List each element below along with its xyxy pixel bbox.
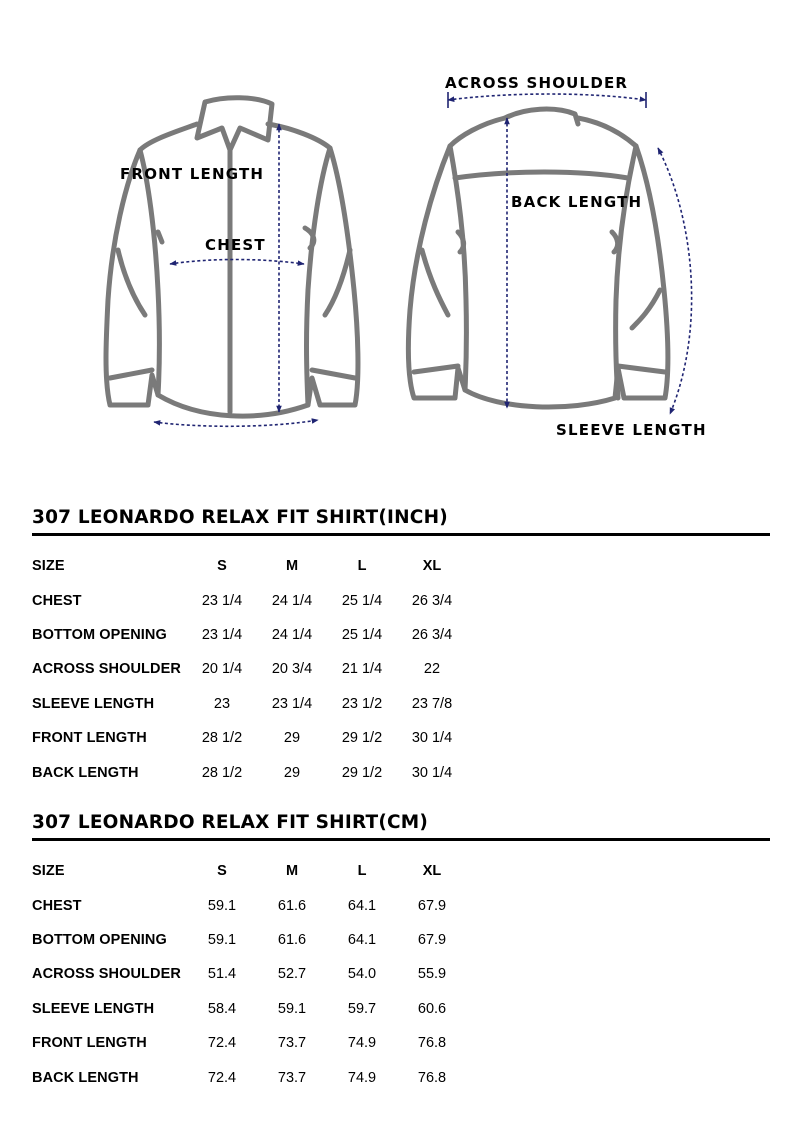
chest-arrow — [170, 260, 304, 265]
header-s: S — [217, 558, 227, 575]
row-label: CHEST — [32, 897, 82, 914]
row-label: FRONT LENGTH — [32, 1035, 147, 1052]
cell: 24 1/4 — [271, 592, 313, 609]
cell: 51.4 — [207, 966, 237, 983]
table-row — [32, 992, 467, 1026]
row-label: BACK LENGTH — [32, 764, 139, 781]
chest-label: CHEST — [205, 236, 266, 254]
inch-size-section — [32, 505, 770, 790]
table-row — [32, 888, 467, 922]
cell: 74.9 — [347, 1069, 377, 1086]
header-size: SIZE — [32, 558, 65, 575]
table-row — [32, 755, 467, 789]
cell: 26 3/4 — [411, 592, 453, 609]
row-label: CHEST — [32, 592, 82, 609]
table-row — [32, 652, 467, 686]
cell: 22 — [423, 661, 441, 678]
cm-table-title: 307 LEONARDO RELAX FIT SHIRT(CM) — [32, 812, 429, 833]
cell: 61.6 — [277, 931, 307, 948]
front-length-label: FRONT LENGTH — [120, 165, 265, 183]
cell: 23 1/4 — [201, 592, 243, 609]
cell: 74.9 — [347, 1035, 377, 1052]
row-label: BACK LENGTH — [32, 1069, 139, 1086]
cell: 28 1/2 — [201, 730, 243, 747]
cell: 52.7 — [277, 966, 307, 983]
cell: 25 1/4 — [341, 626, 383, 643]
cell: 30 1/4 — [411, 730, 453, 747]
cell: 67.9 — [417, 897, 447, 914]
cell: 72.4 — [207, 1069, 237, 1086]
section-divider — [32, 533, 770, 536]
header-m: M — [285, 558, 299, 575]
inch-size-table — [32, 549, 467, 790]
measurement-diagram — [0, 0, 800, 470]
table-row — [32, 721, 467, 755]
cell: 64.1 — [347, 897, 377, 914]
inch-table-title: 307 LEONARDO RELAX FIT SHIRT(INCH) — [32, 507, 448, 528]
cell: 30 1/4 — [411, 764, 453, 781]
table-row — [32, 618, 467, 652]
cell: 23 1/4 — [201, 626, 243, 643]
sleeve-length-label: SLEEVE LENGTH — [556, 421, 707, 439]
cell: 54.0 — [347, 966, 377, 983]
table-header-row — [32, 854, 467, 888]
cell: 73.7 — [277, 1035, 307, 1052]
across-shoulder-arrow — [448, 94, 646, 100]
cell: 20 3/4 — [271, 661, 313, 678]
header-size: SIZE — [32, 863, 65, 880]
cell: 59.1 — [277, 1000, 307, 1017]
row-label: SLEEVE LENGTH — [32, 695, 155, 712]
table-row — [32, 1026, 467, 1060]
row-label: BOTTOM OPENING — [32, 931, 167, 948]
cell: 59.7 — [347, 1000, 377, 1017]
cell: 23 1/4 — [271, 695, 313, 712]
header-xl: XL — [422, 558, 442, 575]
back-length-label: BACK LENGTH — [511, 193, 643, 211]
back-shirt-illustration — [408, 109, 668, 407]
row-label: ACROSS SHOULDER — [32, 966, 181, 983]
cell: 59.1 — [207, 931, 237, 948]
row-label: SLEEVE LENGTH — [32, 1000, 155, 1017]
cell: 61.6 — [277, 897, 307, 914]
cell: 23 — [213, 695, 231, 712]
table-row — [32, 957, 467, 991]
table-row — [32, 923, 467, 957]
cm-size-table — [32, 854, 467, 1095]
cell: 24 1/4 — [271, 626, 313, 643]
cell: 67.9 — [417, 931, 447, 948]
cell: 73.7 — [277, 1069, 307, 1086]
table-row — [32, 687, 467, 721]
cell: 64.1 — [347, 931, 377, 948]
bottom-opening-arrow — [154, 420, 318, 426]
cell: 29 — [283, 764, 301, 781]
cm-size-section — [32, 810, 770, 1095]
cell: 23 7/8 — [411, 695, 453, 712]
cell: 20 1/4 — [201, 661, 243, 678]
section-divider — [32, 838, 770, 841]
cell: 59.1 — [207, 897, 237, 914]
cell: 55.9 — [417, 966, 447, 983]
header-l: L — [357, 558, 367, 575]
header-l: L — [357, 863, 367, 880]
header-xl: XL — [422, 863, 442, 880]
cell: 26 3/4 — [411, 626, 453, 643]
cell: 60.6 — [417, 1000, 447, 1017]
cell: 58.4 — [207, 1000, 237, 1017]
table-header-row — [32, 549, 467, 583]
cell: 72.4 — [207, 1035, 237, 1052]
cell: 76.8 — [417, 1035, 447, 1052]
cell: 23 1/2 — [341, 695, 383, 712]
row-label: BOTTOM OPENING — [32, 626, 167, 643]
header-m: M — [285, 863, 299, 880]
across-shoulder-label: ACROSS SHOULDER — [445, 74, 629, 92]
cell: 29 1/2 — [341, 730, 383, 747]
row-label: FRONT LENGTH — [32, 730, 147, 747]
cell: 29 — [283, 730, 301, 747]
header-s: S — [217, 863, 227, 880]
row-label: ACROSS SHOULDER — [32, 661, 181, 678]
table-row — [32, 1060, 467, 1094]
cell: 29 1/2 — [341, 764, 383, 781]
cell: 25 1/4 — [341, 592, 383, 609]
cell: 21 1/4 — [341, 661, 383, 678]
cell: 28 1/2 — [201, 764, 243, 781]
table-row — [32, 583, 467, 617]
cell: 76.8 — [417, 1069, 447, 1086]
front-shirt-illustration — [106, 98, 358, 416]
